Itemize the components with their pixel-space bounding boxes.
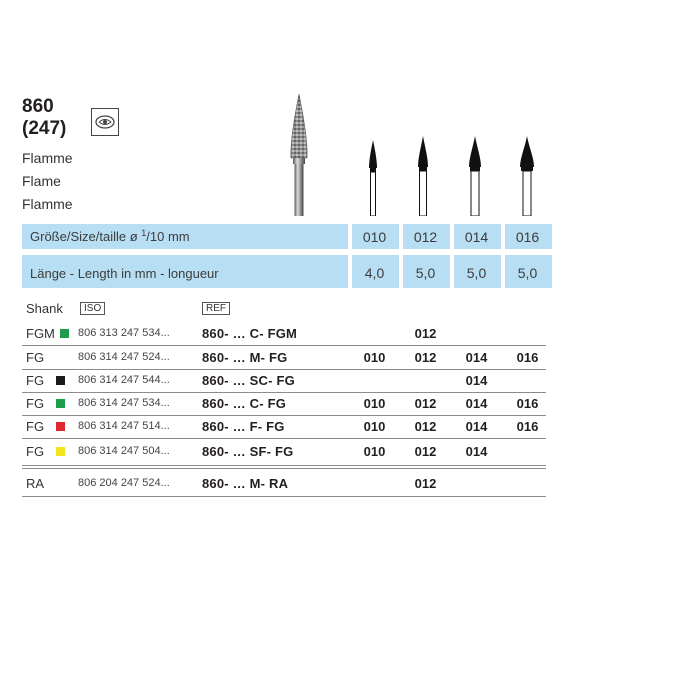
size-cell: 012 xyxy=(414,396,437,411)
size-cell: 016 xyxy=(516,350,539,365)
shank-type: RA xyxy=(26,476,45,491)
size-cell: 014 xyxy=(465,444,488,459)
iso-code: 806 314 247 524... xyxy=(78,351,170,363)
ref-code: 860- … SC- FG xyxy=(202,373,295,388)
ref-code: 860- … C- FGM xyxy=(202,326,298,341)
ref-code: 860- … M- FG xyxy=(202,350,288,365)
size-band-label: Größe/Size/taille ø $^1$/10 mm xyxy=(30,228,190,244)
iso-code: 806 204 247 524... xyxy=(78,477,170,489)
green-marker-icon xyxy=(56,399,65,408)
size-cell: 014 xyxy=(465,350,488,365)
iso-code: 806 314 247 504... xyxy=(78,445,170,457)
column-divider xyxy=(399,224,403,288)
size-014: 014 xyxy=(464,229,489,245)
size-label-fraction: 1 xyxy=(141,228,147,238)
bur-silhouette-016 xyxy=(513,134,541,216)
yellow-marker-icon xyxy=(56,447,65,456)
iso-code: 806 314 247 534... xyxy=(78,397,170,409)
shank-type: FG xyxy=(26,396,45,411)
size-cell: 012 xyxy=(414,326,437,341)
size-cell: 010 xyxy=(363,350,386,365)
fg-shank-symbol-icon xyxy=(91,108,119,136)
column-divider xyxy=(450,224,454,288)
size-cell: 016 xyxy=(516,419,539,434)
product-alt-number: (247) xyxy=(22,118,67,139)
size-cell: 014 xyxy=(465,373,488,388)
ref-code: 860- … C- FG xyxy=(202,396,287,411)
shank-header: Shank xyxy=(26,301,63,316)
size-label-suffix: 10 mm xyxy=(149,229,190,244)
diamond-bur-image xyxy=(282,92,316,216)
size-label-prefix: Größe/Size/taille ø xyxy=(30,229,142,244)
name-de: Flamme xyxy=(22,150,73,166)
size-cell: 016 xyxy=(516,396,539,411)
size-cell: 012 xyxy=(414,476,437,491)
table-row xyxy=(22,369,546,393)
name-fr: Flamme xyxy=(22,196,73,212)
length-010: 4,0 xyxy=(364,265,385,281)
iso-code: 806 314 247 514... xyxy=(78,420,170,432)
length-012: 5,0 xyxy=(415,265,436,281)
bur-silhouette-014 xyxy=(462,134,488,216)
ref-code: 860- … F- FG xyxy=(202,419,285,434)
column-divider xyxy=(348,224,352,288)
size-cell: 012 xyxy=(414,419,437,434)
name-en: Flame xyxy=(22,173,61,189)
ref-tag: REF xyxy=(202,302,230,315)
length-band-label: Länge - Length in mm - longueur xyxy=(30,266,219,281)
size-cell: 014 xyxy=(465,419,488,434)
size-cell: 010 xyxy=(363,444,386,459)
shank-type: FG xyxy=(26,444,45,459)
iso-code: 806 313 247 534... xyxy=(78,327,170,339)
size-cell: 014 xyxy=(465,396,488,411)
column-divider xyxy=(501,224,505,288)
section-divider xyxy=(22,468,546,469)
ref-code: 860- … M- RA xyxy=(202,476,289,491)
table-row xyxy=(22,472,546,497)
table-row xyxy=(22,322,546,346)
size-010: 010 xyxy=(362,229,387,245)
length-014: 5,0 xyxy=(466,265,487,281)
black-marker-icon xyxy=(56,376,65,385)
bur-silhouette-010 xyxy=(362,138,384,216)
red-marker-icon xyxy=(56,422,65,431)
shank-type: FG xyxy=(26,350,45,365)
table-row xyxy=(22,346,546,370)
size-012: 012 xyxy=(413,229,438,245)
shank-type: FG xyxy=(26,419,45,434)
size-016: 016 xyxy=(515,229,540,245)
iso-code: 806 314 247 544... xyxy=(78,374,170,386)
ref-code: 860- … SF- FG xyxy=(202,444,294,459)
table-row xyxy=(22,415,546,439)
size-cell: 010 xyxy=(363,396,386,411)
size-cell: 010 xyxy=(363,419,386,434)
green-marker-icon xyxy=(60,329,69,338)
shank-type: FGM xyxy=(26,326,55,341)
size-cell: 012 xyxy=(414,350,437,365)
table-row xyxy=(22,392,546,416)
table-row xyxy=(22,440,546,466)
bur-silhouette-012 xyxy=(411,134,435,216)
iso-tag: ISO xyxy=(80,302,105,315)
length-016: 5,0 xyxy=(517,265,538,281)
shank-type: FG xyxy=(26,373,45,388)
product-number: 860 xyxy=(22,96,54,117)
size-cell: 012 xyxy=(414,444,437,459)
